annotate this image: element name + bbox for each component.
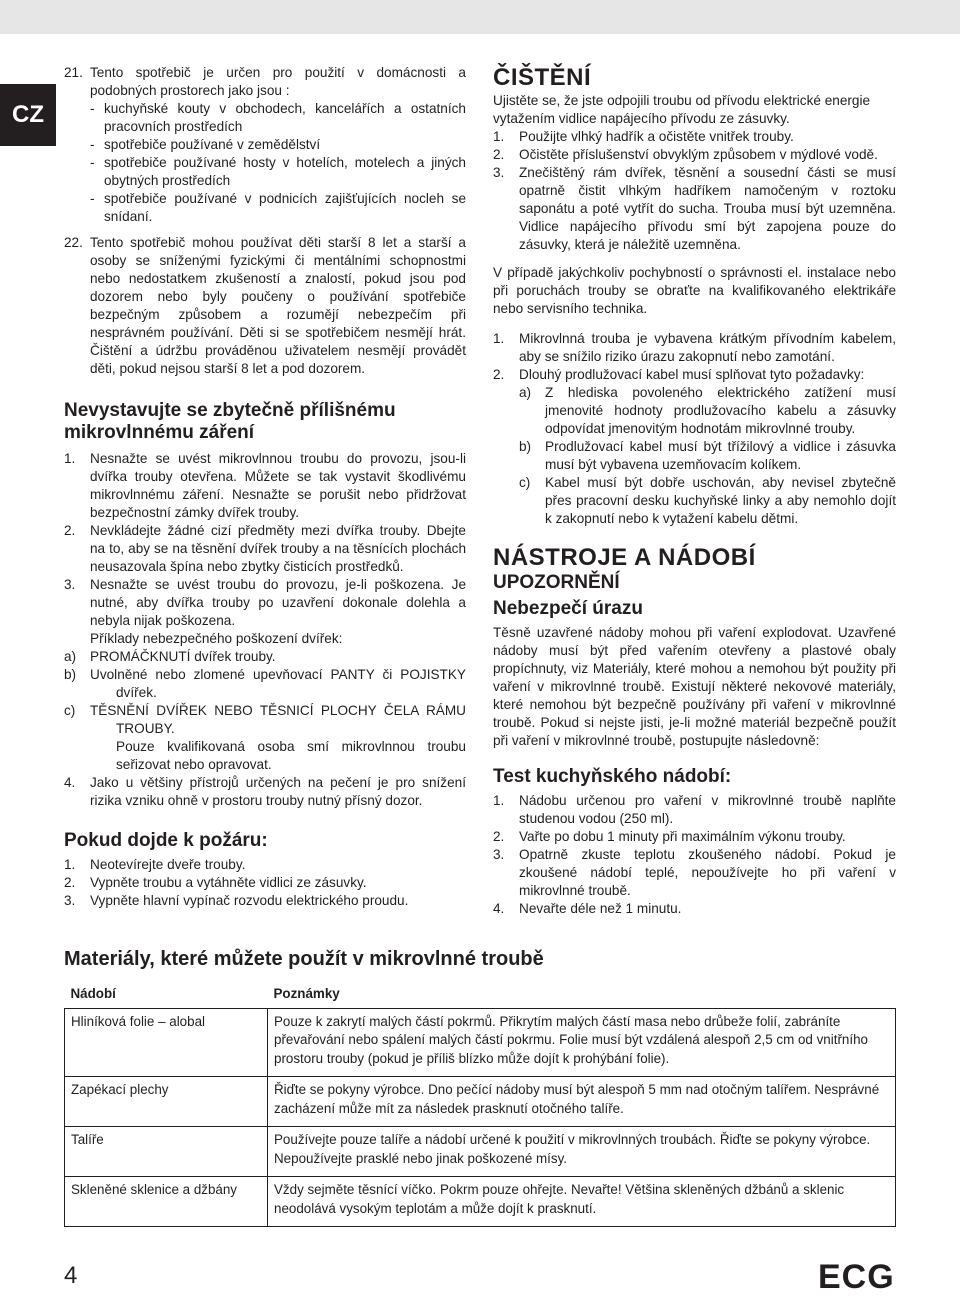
list-item: 3. Opatrně zkuste teplotu zkoušeného nádobí. Pokud je zkoušené nádobí teplé, nepoužívejte ho při vaření v mikrovlnné troubě. [493, 847, 896, 898]
column-header-notes: Poznámky [268, 983, 896, 1008]
list-item: 1. Nesnažte se uvést mikrovlnnou troubu do provozu, jsou-li dvířka trouby otevřena. Můžete se tak vystavit škodlivému mikrovlnnému záření. Nesnažte se porušit nebo přidržovat bezpečnostní zámky dvířek trouby. [64, 451, 466, 520]
table-row [65, 1127, 896, 1177]
cleaning-intro: Ujistěte se, že jste odpojili troubu od přívodu elektrické energie vytažením vidlice napájecího přívodu ze zásuvky. [493, 93, 871, 126]
left-column [64, 64, 466, 910]
list-item: 1. Nádobu určenou pro vaření v mikrovlnné troubě naplňte studenou vodou (250 ml). [493, 793, 896, 826]
list-item: b) Uvolněné nebo zlomené upevňovací PANTY či POJISTKY dvířek. [64, 667, 466, 700]
heading-test: Test kuchyňského nádobí: [493, 766, 732, 787]
top-bar [0, 0, 960, 34]
bullet: - kuchyňské kouty v obchodech, kancelářích a ostatních pracovních prostředích [90, 101, 466, 134]
table-row [65, 1077, 896, 1127]
list-item: 3. Znečištěný rám dvířek, těsnění a sousední části se musí opatrně čistit vlhkým hadříkem namočeným v roztoku saponátu a poté vytřít do sucha. Trouba musí být uzemněna. Vidlice napájecího přívodu smí být zapojena pouze do zásuvky, která je náležitě uzemněna. [493, 165, 896, 252]
list-item: 1. Neotevírejte dveře trouby. [64, 857, 246, 872]
table-row [65, 1177, 896, 1227]
list-item: 1. Mikrovlnná trouba je vybavena krátkým přívodním kabelem, aby se snížilo riziko úrazu zakopnutí nebo zamotání. [493, 331, 896, 364]
language-tab: CZ [0, 84, 56, 146]
list-item: 1. Použijte vlhký hadřík a očistěte vnitřek trouby. [493, 129, 794, 144]
table-cell-note: Vždy sejměte těsnící víčko. Pokrm pouze ohřejte. Nevařte! Většina skleněných džbánů a sklenic neodolává vysokým teplotám a může dojít k prasknutí. [268, 1177, 896, 1227]
table-row [65, 1008, 896, 1077]
list-item: 2. Vypněte troubu a vytáhněte vidlici ze zásuvky. [64, 875, 367, 890]
list-item: 2. Vařte po dobu 1 minuty při maximálním výkonu trouby. [493, 829, 846, 844]
materials-title: Materiály, které můžete použít v mikrovlnné troubě [64, 948, 544, 970]
list-item: 2. Dlouhý prodlužovací kabel musí splňovat tyto požadavky: [493, 367, 865, 382]
page-number: 4 [64, 1262, 78, 1289]
item-21-intro: Tento spotřebič je určen pro použití v domácnosti a podobných prostorech jako jsou : [90, 65, 466, 98]
table-header-row [65, 983, 896, 1008]
list-item-21: 21. Tento spotřebič je určen pro použití v domácnosti a podobných prostorech jako jsou : - kuchyňské kouty v obchodech, kancelářích a ostatních pracovních prostředích - spotřebiče používané v zemědělství - spotřebiče používané hosty v hotelích, motelech a jiných obytných prostředích - spotřebiče používané v podnicích zajišťujících nocleh se snídaní. [64, 65, 466, 224]
table-cell-item: Skleněné sklenice a džbány [65, 1177, 268, 1227]
heading-injury: Nebezpečí úrazu [493, 598, 643, 619]
heading-tools: NÁSTROJE A NÁDOBÍ [493, 544, 756, 571]
injury-text: Těsně uzavřené nádoby mohou při vaření explodovat. Uzavřené nádoby musí být před vařením otevřeny a plastové obaly propíchnuty, viz Materiály, které mohou a nemohou být použity při vaření v mikrovlnné troubě. Existují některé nekovové materiály, které nemohou být bezpečně používány při vaření v mikrovlnné troubě. Pokud si nejste jisti, je-li možné materiál bezpečně použít při vaření v mikrovlnné troubě, postupujte následovně: [493, 625, 896, 748]
bullet: - spotřebiče používané v zemědělství [90, 137, 321, 152]
bullet: - spotřebiče používané hosty v hotelích, motelech a jiných obytných prostředích [90, 155, 466, 188]
list-item: c) Kabel musí být dobře uschován, aby nevisel zbytečně přes pracovní desku kuchyňské linky a aby nemohlo dojít k zakopnutí nebo k vytažení kabelu dětmi. [519, 475, 896, 526]
list-item: c) TĚSNĚNÍ DVÍŘEK NEBO TĚSNICÍ PLOCHY ČELA RÁMU TROUBY. [64, 703, 466, 736]
table-cell-note: Pouze k zakrytí malých částí pokrmů. Přikrytím malých částí masa nebo drůbeže folií, zabráníte převařování nebo spálení malých částí pokrmu. Folie musí být vzdálená alespoň 2,5 cm od vnitřního prostoru trouby (pokud je příliš blízko může dojít k prohýbání folie). [268, 1008, 896, 1077]
heading-fire: Pokud dojde k požáru: [64, 830, 268, 851]
materials-table [64, 983, 896, 1227]
column-header-item: Nádobí [65, 983, 268, 1008]
right-column [493, 64, 896, 918]
table-cell-note: Řiďte se pokyny výrobce. Dno pečící nádoby musí být alespoň 5 mm nad otočným talířem. Nesprávné zacházení může mít za následek prasknutí otočného talíře. [268, 1077, 896, 1127]
list-item: b) Prodlužovací kabel musí být třížilový a vidlice i zásuvka musí být vybavena uzemňovacím kolíkem. [519, 439, 896, 472]
list-item: a) Z hlediska povoleného elektrického zatížení musí jmenovité hodnoty prodlužovacího kabelu a zásuvky odpovídat jmenovitým hodnotám mikrovlnné trouby. [519, 385, 896, 436]
heading-cleaning: ČIŠTĚNÍ [493, 64, 592, 91]
brand-logo: ECG [818, 1258, 895, 1296]
list-item-22: 22. Tento spotřebič mohou používat děti starší 8 let a starší a osoby se sníženými fyzickými či mentálními schopnostmi nebo nedostatkem zkušeností a znalostí, pokud jsou pod dozorem nebo byly poučeny o používání spotřebiče bezpečným způsobem a rozumějí nebezpečím při nesprávném používání. Děti si se spotřebičem nesmějí hrát. Čištění a údržbu prováděnou uživatelem nesmějí provádět děti, pokud nejsou starší 8 let a pod dozorem. [64, 235, 466, 376]
list-item: 4. Nevařte déle než 1 minutu. [493, 901, 682, 916]
doubt-text: V případě jakýchkoliv pochybností o správnosti el. instalace nebo při poruchách trouby se obraťte na kvalifikovaného elektrikáře nebo servisního technika. [493, 265, 896, 316]
table-cell-item: Hliníková folie – alobal [65, 1008, 268, 1077]
table-cell-item: Talíře [65, 1127, 268, 1177]
heading-warning: UPOZORNĚNÍ [493, 572, 620, 593]
list-item: a) PROMÁČKNUTÍ dvířek trouby. [64, 649, 276, 664]
list-item: 2. Nevkládejte žádné cizí předměty mezi dvířka trouby. Dbejte na to, aby se na těsnění dvířek trouby a na těsnících plochách neusazovala špína nebo zbytky čisticích prostředků. [64, 523, 466, 574]
bullet: - spotřebiče používané v podnicích zajišťujících nocleh se snídaní. [90, 191, 466, 224]
list-item: 3. Vypněte hlavní vypínač rozvodu elektrického proudu. [64, 893, 409, 908]
list-item: 2. Očistěte příslušenství obvyklým způsobem v mýdlové vodě. [493, 147, 878, 162]
table-cell-note: Používejte pouze talíře a nádobí určené k použití v mikrovlnných troubách. Řiďte se pokyny výrobce. Nepoužívejte prasklé nebo jinak poškozené mísy. [268, 1127, 896, 1177]
list-item: 3. Nesnažte se uvést troubu do provozu, je-li poškozena. Je nutné, aby dvířka trouby po uzavření dokonale dolehla a nebyla nijak poškozena. [64, 577, 466, 628]
heading-exposure: Nevystavujte se zbytečně přílišnému mikrovlnnému záření [64, 400, 396, 443]
examples-note: Pouze kvalifikovaná osoba smí mikrovlnnou troubu seřizovat nebo opravovat. [116, 739, 466, 772]
table-cell-item: Zapékací plechy [65, 1077, 268, 1127]
examples-intro: Příklady nebezpečného poškození dvířek: [90, 631, 343, 646]
list-item: 4. Jako u většiny přístrojů určených na pečení je pro snížení rizika vzniku ohně v prostoru trouby nutný přísný dozor. [64, 775, 466, 808]
